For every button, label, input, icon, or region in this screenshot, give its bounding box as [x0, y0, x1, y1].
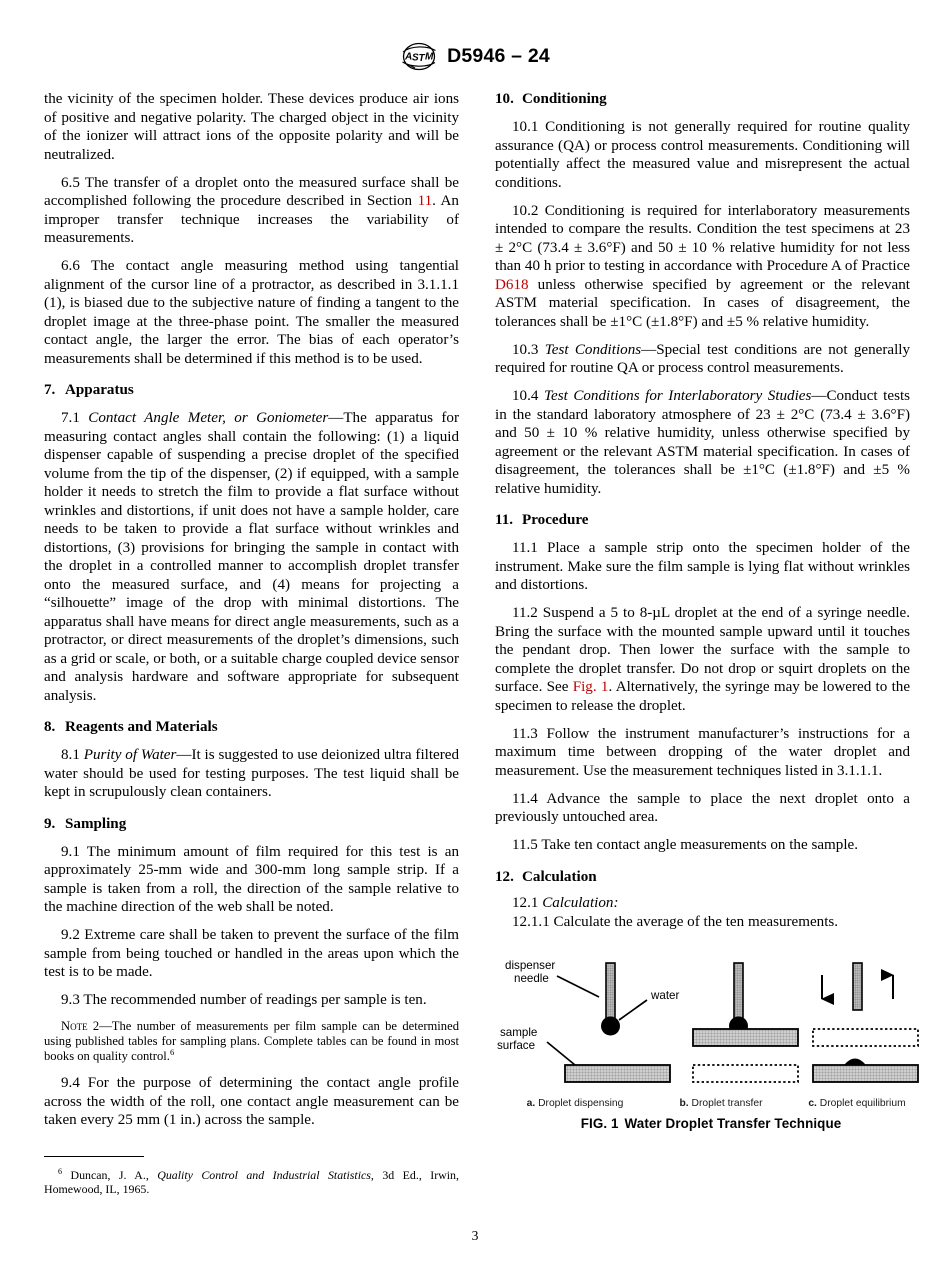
paragraph-10-3-body: —Special test conditions are not generally required for routine QA or process control measurements.: [495, 341, 911, 376]
paragraph-7-1: [44, 409, 459, 705]
figure-panel-text-c: Droplet equilibrium: [819, 1098, 906, 1109]
footnote-separator-rule: [44, 1156, 144, 1157]
paragraph-11-2-text-b: . Alternatively, the syringe may be lowered to the specimen to release the droplet.: [495, 679, 911, 714]
section-11-number: 11.: [495, 512, 514, 528]
paragraph-8-1-body: —It is suggested to use deionized ultra filtered water should be used for testing purposes. The test liquid shall be kept in scrupulously clean containers.: [44, 747, 459, 800]
paragraph-8-1: [44, 746, 459, 802]
section-12-title: Calculation: [522, 868, 597, 885]
paragraph-12-1: [495, 894, 910, 913]
paragraph-11-4: 11.4 Advance the sample to place the next droplet onto a previously untouched area.: [495, 790, 910, 825]
svg-text:S: S: [412, 52, 419, 64]
paragraph-11-3: 11.3 Follow the instrument manufacturer’s instructions for a maximum time between dropping of the water droplet and measurement. Use the measurement techniques listed in 3.1.1.1.: [495, 725, 910, 779]
footnote-area: [44, 1156, 459, 1197]
footnote-6-text-a: Duncan, J. A.,: [62, 1167, 158, 1182]
paragraph-10-3-number: 10.3: [512, 341, 545, 358]
note-2-label: Note: [61, 1019, 88, 1033]
figure-1-title-text: Water Droplet Transfer Technique: [624, 1116, 842, 1131]
figure-1-title: [495, 1116, 927, 1131]
label-water: water: [651, 989, 680, 1002]
section-9-number: 9.: [44, 815, 56, 832]
leader-line-dispenser-needle: [557, 976, 599, 997]
figure-panel-b: [693, 963, 822, 1082]
svg-text:M: M: [425, 51, 434, 63]
section-heading-8: [44, 718, 459, 737]
section-12-number: 12.: [495, 868, 514, 885]
section-heading-9: [44, 815, 459, 834]
left-column: [44, 90, 459, 1197]
leader-line-sample-surface: [547, 1042, 575, 1065]
paragraph-12-1-number: 12.1: [512, 895, 543, 911]
paragraph-9-4: 9.4 For the purpose of determining the contact angle profile across the width of the roll, one contact angle measurement can be taken every 25 mm (1 in.) across the sample.: [44, 1075, 459, 1129]
paragraph-10-3: [495, 341, 910, 378]
footnote-6: [44, 1168, 459, 1197]
figure-1: [495, 949, 927, 1131]
section-11-title: Procedure: [522, 512, 589, 528]
sample-surface-ghost-b: [693, 1065, 798, 1082]
paragraph-10-4-term: Test Conditions for Interlaboratory Studies: [543, 388, 812, 404]
label-dispenser-line1: dispenser: [505, 959, 556, 972]
sample-surface-ghost-c: [813, 1029, 918, 1046]
paragraph-12-1-term: Calculation:: [542, 895, 619, 911]
paragraph-6-5: [44, 174, 459, 248]
document-designation: D5946 – 24: [447, 45, 550, 67]
section-10-title: Conditioning: [522, 91, 607, 107]
leader-line-water: [619, 1000, 647, 1020]
dispenser-needle-a: [606, 963, 615, 1021]
note-2-footnote-marker[interactable]: 6: [169, 1047, 175, 1058]
section-heading-11: [495, 511, 910, 530]
paragraph-10-2-text-b: unless otherwise specified by agreement or the relevant ASTM material specification. In cases of disagreement, the tolerances shall be ±1°C (±1.8°F) and ±5 % relative humidity.: [495, 276, 910, 330]
section-9-title: Sampling: [65, 815, 127, 832]
section-7-number: 7.: [44, 382, 56, 398]
figure-panel-letter-a: a.: [526, 1098, 536, 1109]
paragraph-12-1-1: 12.1.1 Calculate the average of the ten measurements.: [512, 913, 839, 930]
paragraph-10-4: [495, 387, 910, 498]
figure-1-graphic: [495, 949, 927, 1097]
svg-text:A: A: [405, 51, 413, 63]
section-heading-10: [495, 90, 910, 109]
paragraph-6-6: 6.6 The contact angle measuring method using tangential alignment of the cursor line of a protractor, as described in 3.1.1.1 (1), is biased due to the subjective nature of finding a tangent to the droplet image at the three-phase point. The smaller the measured contact angle, the larger the error. The bias of each operator’s measurements shall be determined if this method is to be used.: [44, 258, 459, 367]
figure-panel-captions: [495, 1098, 927, 1109]
paragraph-6-5-text-b: . An improper transfer technique increases the variability of measurements.: [44, 193, 459, 246]
label-sample-line1: sample: [500, 1026, 538, 1039]
paragraph-6-5-text-a: 6.5 The transfer of a droplet onto the measured surface shall be accomplished following the procedure described in Section: [44, 174, 459, 209]
footnote-6-text-b: , 3d Ed., Irwin, Homewood, IL, 1965.: [44, 1167, 459, 1197]
practice-d618-link[interactable]: D618: [495, 276, 529, 293]
paragraph-10-2: [495, 202, 910, 332]
paragraph-10-3-term: Test Conditions: [544, 341, 642, 358]
sample-surface-c: [813, 1065, 918, 1082]
section-8-number: 8.: [44, 719, 56, 735]
carryover-paragraph: the vicinity of the specimen holder. These devices produce air ions of positive and negative polarity. The charged object in the vicinity of the ionizer will attract ions of the opposite polarity and will be neutralized.: [44, 91, 459, 163]
footnote-6-marker: 6: [58, 1166, 63, 1176]
figure-1-number: FIG. 1: [580, 1116, 619, 1131]
dispenser-needle-c: [853, 963, 862, 1010]
paragraph-10-1: 10.1 Conditioning is not generally required for routine quality assurance (QA) or process control measurements. Conditioning will potentially affect the measured value and misrepresent the actual conditions.: [495, 119, 910, 191]
paragraph-11-2: [495, 604, 910, 715]
figure-panel-letter-b: b.: [679, 1098, 689, 1109]
paragraph-11-5: 11.5 Take ten contact angle measurements on the sample.: [512, 837, 858, 853]
paragraph-8-1-term: Purity of Water: [83, 747, 177, 763]
page-header: [0, 42, 950, 71]
sample-surface-b: [693, 1029, 798, 1046]
page-number: 3: [471, 1228, 479, 1243]
paragraph-10-4-number: 10.4: [512, 388, 544, 404]
figure-panel-text-b: Droplet transfer: [691, 1098, 763, 1109]
label-dispenser-line2: needle: [514, 972, 549, 985]
paragraph-7-1-number: 7.1: [61, 410, 89, 426]
footnote-6-title: Quality Control and Industrial Statistics: [157, 1167, 371, 1182]
paragraph-9-1: 9.1 The minimum amount of film required for this test is an approximately 25-mm wide and 300-mm long sample strip. If a sample is taken from a roll, the direction of the sample relative to the machine direction of the web shall be noted.: [44, 843, 459, 915]
figure-panel-caption-a: [495, 1098, 655, 1109]
note-2-body: 2—The number of measurements per film sample can be determined using published tables for sampling plans. Complete tables can be found in most books on quality control.: [44, 1019, 459, 1064]
figure-panel-a: [497, 959, 679, 1082]
section-heading-7: [44, 381, 459, 400]
paragraph-11-2-text-a: 11.2 Suspend a 5 to 8-µL droplet at the end of a syringe needle. Bring the surface with the mounted sample upward until it touches the pendant drop. Then lower the surface with the sample to complete the droplet transfer. Do not drop or squirt droplets on the surface. See: [495, 605, 910, 695]
paragraph-11-1: 11.1 Place a sample strip onto the specimen holder of the instrument. Make sure the film sample is lying flat without wrinkles and distortions.: [495, 540, 910, 593]
note-2: [44, 1019, 459, 1065]
dispenser-needle-b: [734, 963, 743, 1021]
paragraph-9-3: 9.3 The recommended number of readings per sample is ten.: [61, 992, 427, 1008]
figure-panel-text-a: Droplet dispensing: [538, 1098, 624, 1109]
section-7-title: Apparatus: [65, 382, 134, 398]
figure-panel-caption-b: [655, 1098, 787, 1109]
paragraph-8-1-number: 8.1: [61, 747, 84, 763]
section-heading-12: [495, 868, 910, 887]
svg-text:T: T: [418, 53, 425, 64]
figure-1-link[interactable]: Fig. 1: [572, 679, 609, 695]
paragraph-7-1-body: —The apparatus for measuring contact angles shall contain the following: (1) a liquid dispenser capable of suspending a precise droplet of the specified volume from the tip of the dispenser, (2) if equipped, with a sample holder it needs to stretch the film to provide a flat surface without wrinkles and distortions, if unit does not have a sample holder, care needs to be taken to provide a flat surface without wrinkles and distortions, (3) provisions for bringing the sample in contact with the droplet in a controlled manner to accomplish droplet transfer onto the measured surface, and (4) means for projecting a “silhouette” image of the drop with minimal distortions. The apparatus shall have means for direct angle measurements, such as a protractor, or direct measurements of the droplet’s dimensions, such as a grid or scale, or both, or a suitable charge coupled device sensor and analysis hardware and software appropriate for subsequent analysis.: [44, 410, 460, 704]
paragraph-9-2: 9.2 Extreme care shall be taken to prevent the surface of the film sample from being touched or handled in the areas upon which the test is to be made.: [44, 927, 459, 980]
figure-panel-letter-c: c.: [808, 1098, 817, 1109]
water-droplet-a: [601, 1017, 620, 1036]
paragraph-10-4-body: —Conduct tests in the standard laboratory atmosphere of 23 ± 2°C (73.4 ± 3.6°F) and 50 ± 10 % relative humidity, unless otherwise specified by agreement or the relevant ASTM material specification. In cases of disagreement, the tolerances shall be ±1°C (±1.8°F) and ±5 % relative humidity.: [495, 388, 911, 497]
figure-panel-caption-c: [787, 1098, 927, 1109]
figure-panel-c: [813, 963, 918, 1082]
paragraph-7-1-term: Contact Angle Meter, or Goniometer: [88, 410, 329, 426]
astm-logo-icon: [400, 42, 438, 71]
section-8-title: Reagents and Materials: [65, 719, 218, 735]
right-column: [495, 90, 910, 1197]
water-droplet-c: [844, 1059, 866, 1066]
label-sample-line2: surface: [497, 1039, 536, 1052]
sample-surface-a: [565, 1065, 670, 1082]
paragraph-10-2-text-a: 10.2 Conditioning is required for interlaboratory measurements intended to compare the results. Condition the test specimens at 23 ± 2°C (73.4 ± 3.6°F) and 50 ± 10 % relative humidity for not less than 40 h prior to testing in accordance with Procedure A of Practice: [495, 202, 910, 274]
body-columns: [44, 90, 910, 1197]
section-11-link[interactable]: 11: [417, 193, 433, 209]
section-10-number: 10.: [495, 91, 514, 107]
